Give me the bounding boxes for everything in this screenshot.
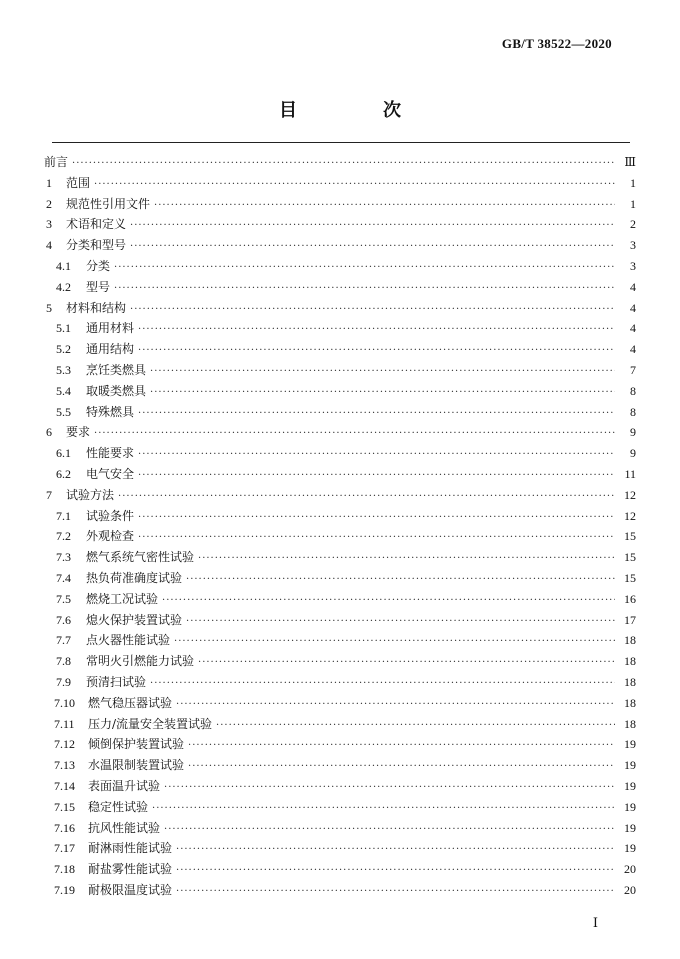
toc-entry-number: 7.16 <box>54 820 75 835</box>
toc-entry-label: 外观检查 <box>86 529 135 544</box>
toc-dot-leader <box>154 196 615 217</box>
toc-dot-leader <box>138 508 615 529</box>
toc-entry-number: 6.2 <box>56 466 71 481</box>
toc-entry-label: 性能要求 <box>86 446 135 461</box>
toc-dot-leader <box>198 653 615 674</box>
toc-entry-page: 9 <box>630 446 636 461</box>
toc-entry <box>44 651 636 672</box>
toc-entry <box>44 464 636 485</box>
toc-entry <box>44 506 636 527</box>
toc-entry <box>44 526 636 547</box>
toc-dot-leader <box>188 736 615 757</box>
toc-dot-leader <box>164 778 615 799</box>
toc-entry-page: 4 <box>630 321 636 336</box>
toc-dot-leader <box>130 300 615 321</box>
toc-entry-page: 4 <box>630 342 636 357</box>
toc-dot-leader <box>176 695 615 716</box>
toc-entry-label: 规范性引用文件 <box>66 196 151 211</box>
page-title: 目 次 <box>279 100 435 121</box>
toc-dot-leader <box>138 445 615 466</box>
toc-entry <box>44 693 636 714</box>
toc-entry-page: 1 <box>630 196 636 211</box>
toc-dot-leader <box>216 716 615 737</box>
toc-entry <box>44 547 636 568</box>
toc-entry-label: 前言 <box>44 155 69 169</box>
toc-entry-number: 7.5 <box>56 591 71 606</box>
toc-entry-number: 7.12 <box>54 737 75 752</box>
toc-entry <box>44 734 636 755</box>
toc-entry <box>44 755 636 776</box>
toc-entry-number: 7.9 <box>56 674 71 689</box>
standard-code: GB/T 38522—2020 <box>501 36 612 51</box>
toc-entry-page: 4 <box>630 279 636 294</box>
toc-entry-page: 18 <box>624 674 636 689</box>
toc-entry-label: 表面温升试验 <box>88 778 161 793</box>
toc-dot-leader <box>150 674 615 695</box>
toc-entry <box>44 776 636 797</box>
toc-entry <box>44 194 636 215</box>
toc-entry-page: 4 <box>630 300 636 315</box>
toc-entry-number: 7.10 <box>54 695 75 710</box>
title-rule <box>52 142 630 143</box>
toc-entry-page: 15 <box>624 550 636 565</box>
toc-entry-label: 稳定性试验 <box>88 799 149 814</box>
toc-entry-label: 试验方法 <box>66 487 115 502</box>
toc-entry <box>44 256 636 277</box>
toc-dot-leader <box>176 840 615 861</box>
toc-entry-number: 7.19 <box>54 882 75 897</box>
toc-entry-number: 6.1 <box>56 446 71 461</box>
toc-entry-page: 15 <box>624 570 636 585</box>
toc-entry-page: 12 <box>624 508 636 523</box>
toc-entry-label: 预清扫试验 <box>86 674 147 689</box>
toc-entry-label: 燃气稳压器试验 <box>88 695 173 710</box>
toc-entry-page: 18 <box>624 654 636 669</box>
toc-entry-label: 耐极限温度试验 <box>88 882 173 897</box>
toc-entry <box>44 630 636 651</box>
toc-entry-page: 19 <box>624 841 636 856</box>
toc-entry <box>44 818 636 839</box>
toc-entry-label: 特殊燃具 <box>86 404 135 419</box>
toc-entry-label: 燃气系统气密性试验 <box>86 550 195 565</box>
toc-dot-leader <box>130 237 615 258</box>
toc-dot-leader <box>94 424 615 445</box>
toc-entry-label: 分类和型号 <box>66 238 127 253</box>
toc-dot-leader <box>138 320 615 341</box>
toc-dot-leader <box>114 279 615 300</box>
toc-entry-number: 7.3 <box>56 550 71 565</box>
toc-dot-leader <box>118 487 615 508</box>
toc-entry-page: 12 <box>624 487 636 502</box>
toc-entry-label: 材料和结构 <box>66 300 127 315</box>
toc-entry <box>44 214 636 235</box>
toc-entry-page: 18 <box>624 695 636 710</box>
toc-entry-number: 4.2 <box>56 279 71 294</box>
toc-entry <box>44 672 636 693</box>
toc-entry <box>44 485 636 506</box>
toc-entry-page: 20 <box>624 862 636 877</box>
toc-entry-number: 5.4 <box>56 383 71 398</box>
toc-entry-number: 3 <box>46 217 52 232</box>
toc-entry-number: 2 <box>46 196 52 211</box>
toc-dot-leader <box>138 404 615 425</box>
toc-entry-number: 7.18 <box>54 862 75 877</box>
toc-entry-label: 分类 <box>86 258 111 273</box>
page-number: Ⅰ <box>592 915 598 930</box>
toc-entry-label: 术语和定义 <box>66 217 127 232</box>
toc-entry-number: 4.1 <box>56 258 71 273</box>
toc-entry-label: 型号 <box>86 279 111 294</box>
toc-entry-page: 16 <box>624 591 636 606</box>
toc-entry-number: 5.5 <box>56 404 71 419</box>
toc-dot-leader <box>94 175 615 196</box>
toc-dot-leader <box>176 882 615 903</box>
toc-entry-page: 3 <box>630 258 636 273</box>
toc-entry-label: 抗风性能试验 <box>88 820 161 835</box>
toc-entry-label: 试验条件 <box>86 508 135 523</box>
toc-entry-number: 5.3 <box>56 362 71 377</box>
toc-entry-number: 7.2 <box>56 529 71 544</box>
toc-entry <box>44 339 636 360</box>
toc-entry <box>44 714 636 735</box>
toc-entry-page: 1 <box>630 175 636 190</box>
toc-entry <box>44 880 636 901</box>
toc-entry <box>44 859 636 880</box>
toc-entry-number: 7.6 <box>56 612 71 627</box>
toc-entry-number: 7 <box>46 487 52 502</box>
toc-entry <box>44 838 636 859</box>
toc-dot-leader <box>186 612 615 633</box>
toc-entry-label: 常明火引燃能力试验 <box>86 654 195 669</box>
toc-entry-label: 耐淋雨性能试验 <box>88 841 173 856</box>
toc-dot-leader <box>188 757 615 778</box>
table-of-contents <box>44 152 636 901</box>
toc-entry-label: 取暖类燃具 <box>86 383 147 398</box>
toc-entry-page: 20 <box>624 882 636 897</box>
toc-entry <box>44 318 636 339</box>
toc-entry-number: 7.4 <box>56 570 71 585</box>
toc-entry-label: 水温限制装置试验 <box>88 758 185 773</box>
toc-dot-leader <box>114 258 615 279</box>
toc-entry <box>44 360 636 381</box>
toc-entry <box>44 277 636 298</box>
toc-entry-number: 5.1 <box>56 321 71 336</box>
toc-entry-label: 要求 <box>66 425 91 440</box>
toc-entry-label: 通用结构 <box>86 342 135 357</box>
toc-entry-number: 7.11 <box>54 716 75 731</box>
toc-entry <box>44 173 636 194</box>
toc-entry-page: 7 <box>630 362 636 377</box>
toc-entry <box>44 568 636 589</box>
toc-entry-label: 烹饪类燃具 <box>86 362 147 377</box>
toc-entry-page: 17 <box>624 612 636 627</box>
toc-entry-number: 5.2 <box>56 342 71 357</box>
toc-entry <box>44 152 636 173</box>
toc-entry-page: 9 <box>630 425 636 440</box>
toc-entry-label: 范围 <box>66 175 91 190</box>
toc-entry-number: 7.15 <box>54 799 75 814</box>
toc-entry-page: 19 <box>624 778 636 793</box>
toc-dot-leader <box>72 154 615 175</box>
toc-entry <box>44 235 636 256</box>
toc-dot-leader <box>138 466 615 487</box>
toc-entry-page: 2 <box>630 217 636 232</box>
toc-entry-label: 耐盐雾性能试验 <box>88 862 173 877</box>
toc-entry-label: 热负荷准确度试验 <box>86 570 183 585</box>
toc-entry-page: Ⅲ <box>624 155 636 169</box>
toc-entry <box>44 402 636 423</box>
toc-dot-leader <box>152 799 615 820</box>
toc-entry-page: 19 <box>624 758 636 773</box>
toc-dot-leader <box>176 861 615 882</box>
toc-entry <box>44 422 636 443</box>
toc-entry-label: 倾倒保护装置试验 <box>88 737 185 752</box>
toc-dot-leader <box>130 216 615 237</box>
toc-entry-number: 4 <box>46 238 52 253</box>
toc-entry-label: 点火器性能试验 <box>86 633 171 648</box>
toc-entry <box>44 797 636 818</box>
toc-entry-page: 8 <box>630 404 636 419</box>
toc-entry-number: 6 <box>46 425 52 440</box>
toc-entry-number: 7.14 <box>54 778 75 793</box>
toc-entry-label: 熄火保护装置试验 <box>86 612 183 627</box>
toc-dot-leader <box>150 362 615 383</box>
toc-entry-number: 7.8 <box>56 654 71 669</box>
toc-dot-leader <box>186 570 615 591</box>
toc-dot-leader <box>164 820 615 841</box>
toc-entry <box>44 381 636 402</box>
toc-dot-leader <box>198 549 615 570</box>
toc-dot-leader <box>150 383 615 404</box>
toc-dot-leader <box>162 591 615 612</box>
toc-entry-number: 1 <box>46 175 52 190</box>
toc-dot-leader <box>138 341 615 362</box>
toc-entry <box>44 610 636 631</box>
toc-entry <box>44 443 636 464</box>
toc-entry-page: 11 <box>624 466 636 481</box>
toc-entry-page: 3 <box>630 238 636 253</box>
toc-entry <box>44 298 636 319</box>
toc-entry-page: 19 <box>624 737 636 752</box>
toc-entry-label: 电气安全 <box>86 466 135 481</box>
toc-entry-page: 15 <box>624 529 636 544</box>
toc-entry-number: 7.1 <box>56 508 71 523</box>
toc-entry-number: 7.17 <box>54 841 75 856</box>
toc-entry-label: 燃烧工况试验 <box>86 591 159 606</box>
toc-entry-page: 19 <box>624 799 636 814</box>
toc-dot-leader <box>174 632 615 653</box>
toc-entry-number: 7.7 <box>56 633 71 648</box>
toc-entry-page: 19 <box>624 820 636 835</box>
toc-dot-leader <box>138 528 615 549</box>
toc-entry-number: 7.13 <box>54 758 75 773</box>
toc-entry-label: 通用材料 <box>86 321 135 336</box>
toc-entry-page: 18 <box>624 633 636 648</box>
toc-entry <box>44 589 636 610</box>
toc-entry-number: 5 <box>46 300 52 315</box>
toc-entry-page: 18 <box>624 716 636 731</box>
toc-entry-label: 压力/流量安全装置试验 <box>88 716 213 731</box>
toc-entry-page: 8 <box>630 383 636 398</box>
